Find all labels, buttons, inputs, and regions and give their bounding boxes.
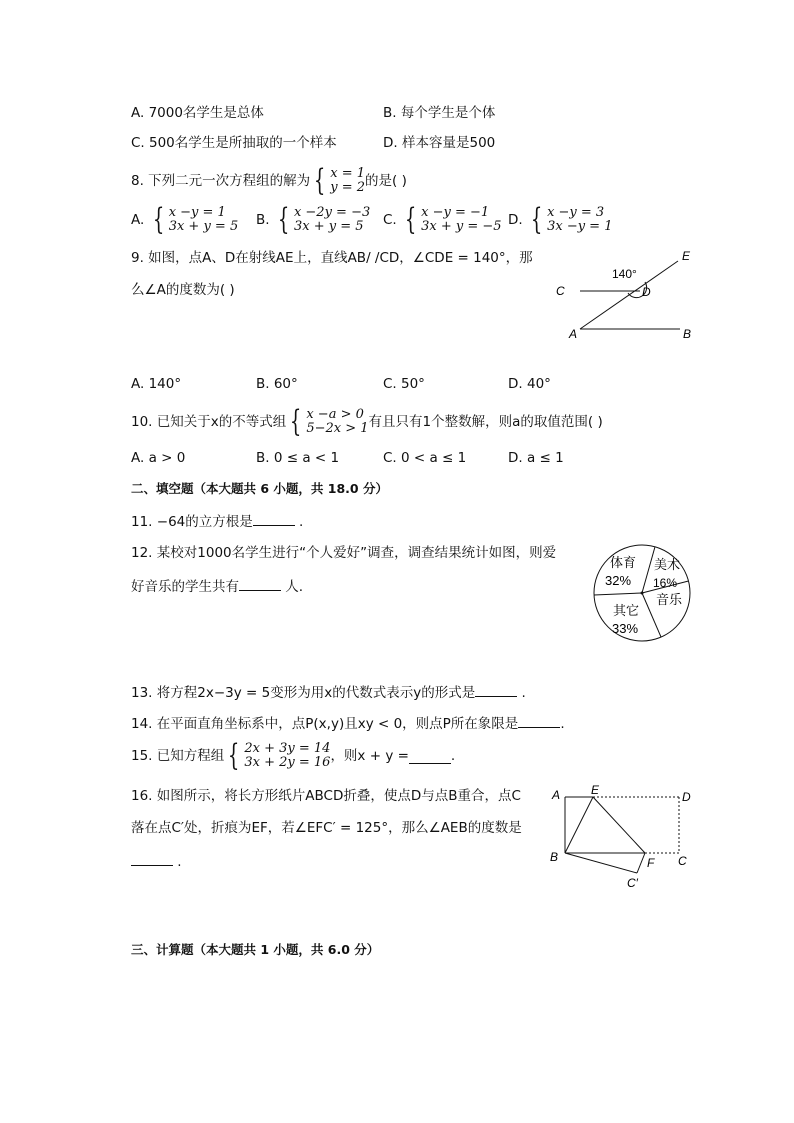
pie-label-sports: 体育: [610, 555, 637, 570]
crease-ef: [593, 797, 645, 853]
segment-eb: [565, 797, 593, 853]
edge-bc-prime: [565, 853, 637, 873]
question-14: 14. 在平面直角坐标系中，点P(x,y)且xy < 0，则点P所在象限是 .: [131, 713, 565, 733]
q10-option-d: D. a ≤ 1: [508, 450, 564, 466]
answer-blank[interactable]: [475, 682, 517, 697]
question-13: 13. 将方程2x−3y = 5变形为用x的代数式表示y的形式是 .: [131, 682, 526, 702]
answer-blank[interactable]: [409, 749, 451, 764]
point-b: B: [550, 850, 559, 864]
question-16-line1: 16. 如图所示，将长方形纸片ABCD折叠，使点D与点B重合，点C: [131, 788, 521, 804]
point-d: D: [682, 790, 691, 804]
q7-option-a: A. 7000名学生是总体: [131, 105, 264, 121]
q9-option-d: D. 40°: [508, 376, 551, 392]
question-15: 15. 已知方程组 { 2x + 3y = 14 3x + 2y = 16 ，则x + y = .: [131, 738, 456, 773]
q9-option-b: B. 60°: [256, 376, 298, 392]
question-16-line2: 落在点C′处，折痕为EF，若∠EFC′ = 125°，那么∠AEB的度数是: [131, 820, 522, 836]
question-12-line2: 好音乐的学生共有 人.: [131, 576, 303, 596]
question-10-stem: 10. 已知关于x的不等式组 { x −a > 0 5−2x > 1 有且只有1个整数解，则a的取值范围( ): [131, 404, 603, 439]
answer-blank[interactable]: [131, 851, 173, 866]
question-16-line3: .: [131, 851, 182, 871]
pie-pct-art: 16%: [653, 576, 678, 590]
point-a: A: [552, 788, 561, 802]
point-a: A: [569, 327, 578, 341]
angle-label: 140°: [612, 267, 637, 281]
q8-option-a: A. { x −y = 1 3x + y = 5: [131, 202, 239, 237]
pie-chart: [590, 543, 696, 645]
answer-blank[interactable]: [518, 713, 560, 728]
answer-blank[interactable]: [239, 576, 281, 591]
question-8-stem: 8. 下列二元一次方程组的解为 { x = 1 y = 2 的是( ): [131, 163, 407, 198]
edge-c-prime-f: [637, 853, 645, 873]
point-c-prime: C′: [627, 876, 638, 890]
answer-blank[interactable]: [253, 511, 295, 526]
point-e: E: [591, 783, 600, 797]
q9-option-a: A. 140°: [131, 376, 182, 392]
point-d: D: [642, 285, 651, 299]
section-3-heading: 三、计算题（本大题共 1 小题，共 6.0 分）: [131, 942, 380, 957]
q8-option-b: B. { x −2y = −3 3x + y = 5: [256, 202, 371, 237]
q16-figure: [545, 783, 705, 893]
point-c: C: [556, 284, 565, 298]
pie-label-art: 美术: [654, 557, 681, 572]
question-11: 11. −64的立方根是 .: [131, 511, 303, 531]
pie-center: [641, 592, 644, 595]
point-b: B: [683, 327, 692, 341]
point-c: C: [678, 854, 687, 868]
q7-option-c: C. 500名学生是所抽取的一个样本: [131, 135, 337, 151]
q10-option-a: A. a > 0: [131, 450, 186, 466]
pie-pct-other: 33%: [612, 621, 639, 636]
q8-option-d: D. { x −y = 3 3x −y = 1: [508, 202, 613, 237]
question-9-line1: 9. 如图，点A、D在射线AE上，直线AB/ /CD，∠CDE = 140°，那: [131, 250, 533, 266]
point-e: E: [682, 249, 691, 263]
section-2-heading: 二、填空题（本大题共 6 小题，共 18.0 分）: [131, 481, 388, 496]
pie-label-music: 音乐: [656, 592, 683, 607]
pie-label-other: 其它: [613, 603, 640, 618]
q9-figure: [550, 245, 700, 345]
question-12-line1: 12. 某校对1000名学生进行“个人爱好”调查，调查结果统计如图，则爱: [131, 545, 557, 561]
q9-option-c: C. 50°: [383, 376, 425, 392]
q7-option-b: B. 每个学生是个体: [383, 105, 496, 121]
q8-option-c: C. { x −y = −1 3x + y = −5: [383, 202, 502, 237]
q7-option-d: D. 样本容量是500: [383, 135, 496, 151]
point-f: F: [647, 856, 655, 870]
q10-option-b: B. 0 ≤ a < 1: [256, 450, 340, 466]
pie-pct-sports: 32%: [605, 573, 632, 588]
question-9-line2: 么∠A的度数为( ): [131, 282, 235, 298]
q10-option-c: C. 0 < a ≤ 1: [383, 450, 467, 466]
